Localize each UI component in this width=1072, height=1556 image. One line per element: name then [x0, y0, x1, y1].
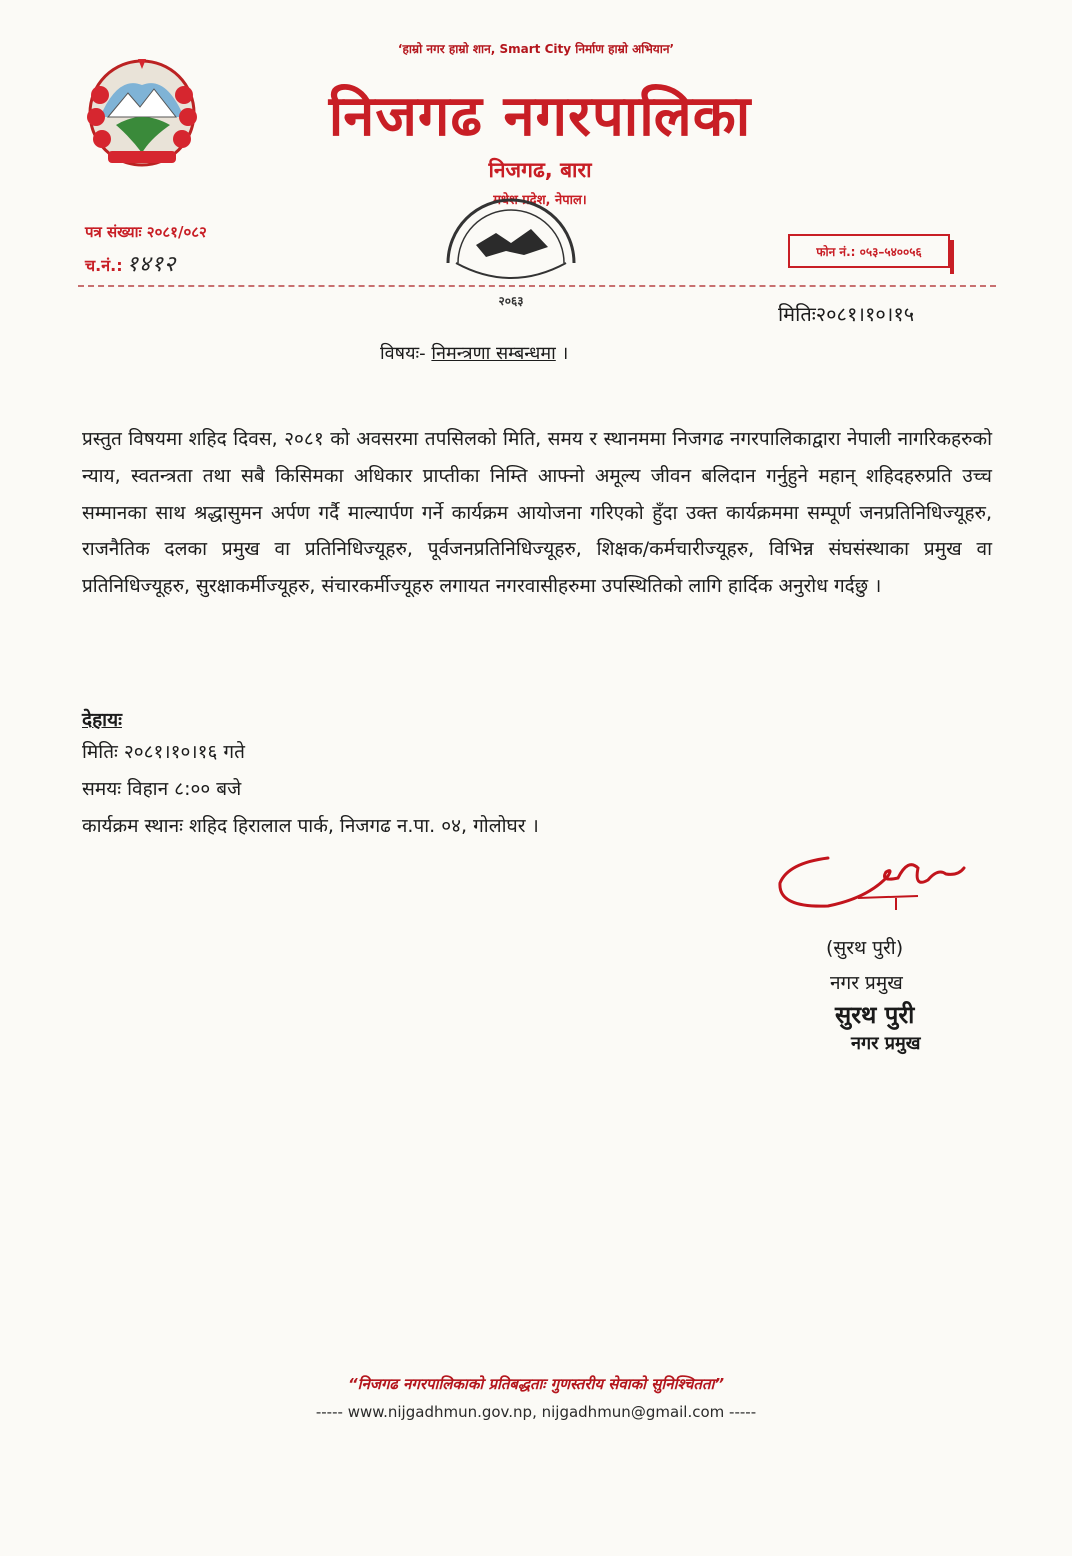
phone-number-box: फोन नं.: ०५३–५४००५६ — [788, 234, 950, 268]
name-stamp: सुरथ पुरी — [835, 1000, 915, 1029]
event-venue: कार्यक्रम स्थानः शहिद हिरालाल पार्क, निजगढ न.पा. ०४, गोलोघर । — [82, 815, 539, 837]
dispatch-number-handwritten: १४१२ — [126, 252, 177, 277]
title-stamp: नगर प्रमुख — [851, 1033, 921, 1054]
nepal-emblem-logo — [78, 55, 206, 170]
office-province: मधेश प्रदेश, नेपाल। — [493, 193, 587, 208]
letter-body-paragraph: प्रस्तुत विषयमा शहिद दिवस, २०८१ को अवसरमा तपसिलको मिति, समय र स्थानममा निजगढ नगरपालिकाद्वारा नेपाली नागरिकहरुको न्याय, स्वतन्त्रता तथा सबै किसिमका अधिकार प्राप्तीका निम्ति आफ्नो अमूल्य जीवन बलिदान गर्नुहुने महान् शहिदहरुप्रति उच्च सम्मानका साथ श्रद्धासुमन अर्पण गर्दै माल्यार्पण गर्ने कार्यक्रम आयोजना गरिएको हुँदा उक्त कार्यक्रममा सम्पूर्ण जनप्रतिनिधिज्यूहरु, राजनैतिक दलका प्रमुख वा प्रतिनिधिज्यूहरु, पूर्वजनप्रतिनिधिज्यूहरु, शिक्षक/कर्मचारीज्यूहरु, विभिन्न संघसंस्थाका प्रमुख वा प्रतिनिधिज्यूहरु, सुरक्षाकर्मीज्यूहरु, संचारकर्मीज्यूहरु लगायत नगरवासीहरुमा उपस्थितिको लागि हार्दिक अनुरोध गर्दछु । — [82, 428, 992, 598]
handwritten-signature — [768, 838, 968, 918]
letterhead-divider — [78, 285, 996, 287]
dispatch-number — [85, 248, 176, 278]
office-name-title: निजगढ नगरपालिका — [328, 84, 752, 149]
subject-suffix: । — [555, 343, 569, 364]
office-seal-stamp — [436, 193, 586, 313]
letter-number: पत्र संख्याः २०८१/०८२ — [85, 223, 207, 241]
office-location: निजगढ, बारा — [488, 158, 592, 182]
footer-motto: “निजगढ नगरपालिकाको प्रतिबद्धताः गुणस्तरीय सेवाको सुनिश्चितता” — [347, 1375, 725, 1393]
subject-prefix: विषयः- — [380, 343, 426, 364]
letter-date: मितिः२०८१।१०।१५ — [778, 302, 915, 326]
letterhead-slogan: ‘हाम्रो नगर हाम्रो शान, Smart City निर्माण हाम्रो अभियान’ — [397, 42, 675, 56]
letter-subject — [380, 341, 568, 365]
subject-text: निमन्त्रणा सम्बन्धमा — [431, 343, 556, 364]
dispatch-number-label: च.नं.: — [85, 256, 123, 275]
signatory-name: (सुरथ पुरी) — [826, 937, 904, 959]
event-date: मितिः २०८१।१०।१६ गते — [82, 741, 245, 763]
event-time: समयः विहान ८:०० बजे — [82, 778, 242, 800]
svg-text:२०६३: २०६३ — [498, 294, 524, 308]
footer-contact: ----- www.nijgadhmun.gov.np, nijgadhmun@gmail.com ----- — [315, 1403, 757, 1421]
details-heading: देहायः — [82, 709, 122, 731]
signatory-title: नगर प्रमुख — [830, 972, 903, 994]
